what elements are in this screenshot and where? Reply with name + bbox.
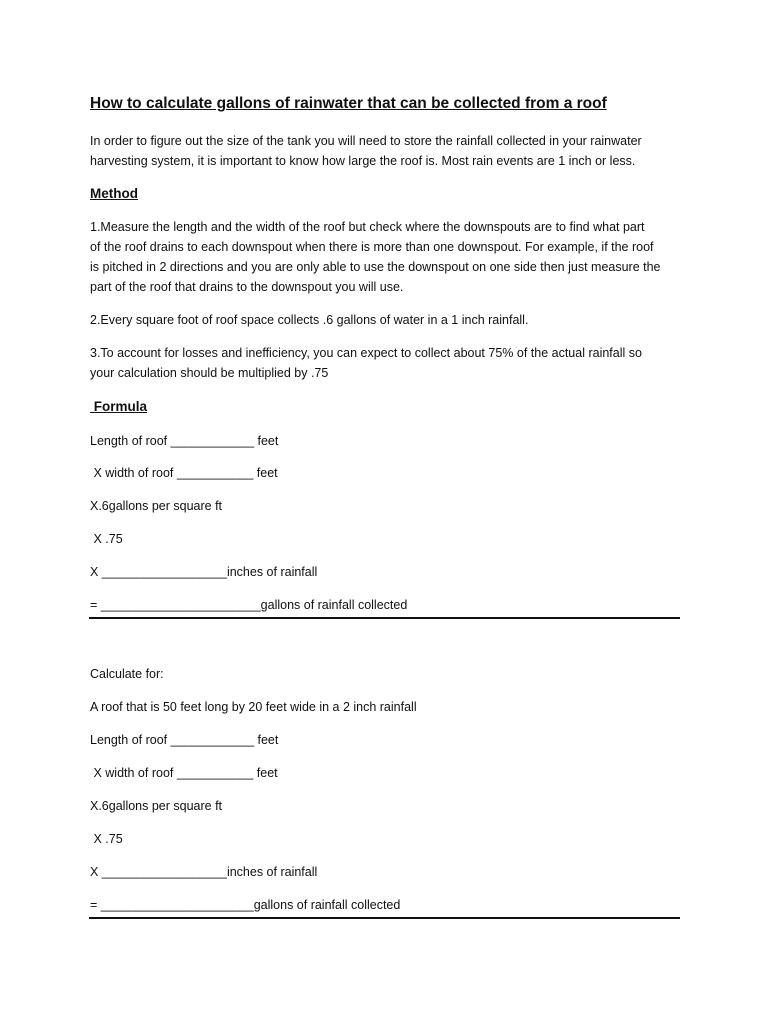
step2-text: 2.Every square foot of roof space collects .6 gallons of water in a 1 inch rainfall.: [90, 313, 529, 327]
step1-line-3: is pitched in 2 directions and you are only able to use the downspout on one side then just measure the: [90, 260, 661, 274]
worksheet-gallons: X.6gallons per square ft: [90, 799, 223, 813]
calculate-heading: Calculate for:: [90, 667, 164, 681]
formula-gallons: X.6gallons per square ft: [90, 499, 223, 513]
step3-line-2: your calculation should be multiplied by .75: [90, 366, 329, 380]
formula-factor: X .75: [90, 532, 123, 546]
step1-line-4: part of the roof that drains to the downspout you will use.: [90, 280, 404, 294]
worksheet-inches: X __________________inches of rainfall: [90, 865, 318, 879]
method-heading: Method: [90, 186, 138, 201]
document-title: How to calculate gallons of rainwater that can be collected from a roof: [90, 95, 607, 112]
worksheet-result: = ______________________gallons of rainfall collected: [90, 898, 401, 912]
step1-line-2: of the roof drains to each downspout when there is more than one downspout. For example, if the roof: [90, 240, 654, 254]
step1-line-1: 1.Measure the length and the width of the roof but check where the downspouts are to find what part: [90, 220, 645, 234]
formula-result: = _______________________gallons of rainfall collected: [90, 598, 408, 612]
problem-statement: A roof that is 50 feet long by 20 feet wide in a 2 inch rainfall: [90, 700, 417, 714]
divider-rule: [89, 617, 680, 619]
worksheet-length: Length of roof ____________ feet: [90, 733, 279, 747]
formula-inches: X __________________inches of rainfall: [90, 565, 318, 579]
formula-length: Length of roof ____________ feet: [90, 434, 279, 448]
formula-width: X width of roof ___________ feet: [90, 466, 278, 480]
intro-line-2: harvesting system, it is important to know how large the roof is. Most rain events are 1 inch or less.: [90, 154, 636, 168]
worksheet-factor: X .75: [90, 832, 123, 846]
step3-line-1: 3.To account for losses and inefficiency, you can expect to collect about 75% of the actual rainfall so: [90, 346, 642, 360]
worksheet-width: X width of roof ___________ feet: [90, 766, 278, 780]
formula-heading: Formula: [90, 399, 148, 414]
intro-line-1: In order to figure out the size of the tank you will need to store the rainfall collected in your rainwater: [90, 134, 642, 148]
divider-rule-bottom: [89, 917, 680, 919]
